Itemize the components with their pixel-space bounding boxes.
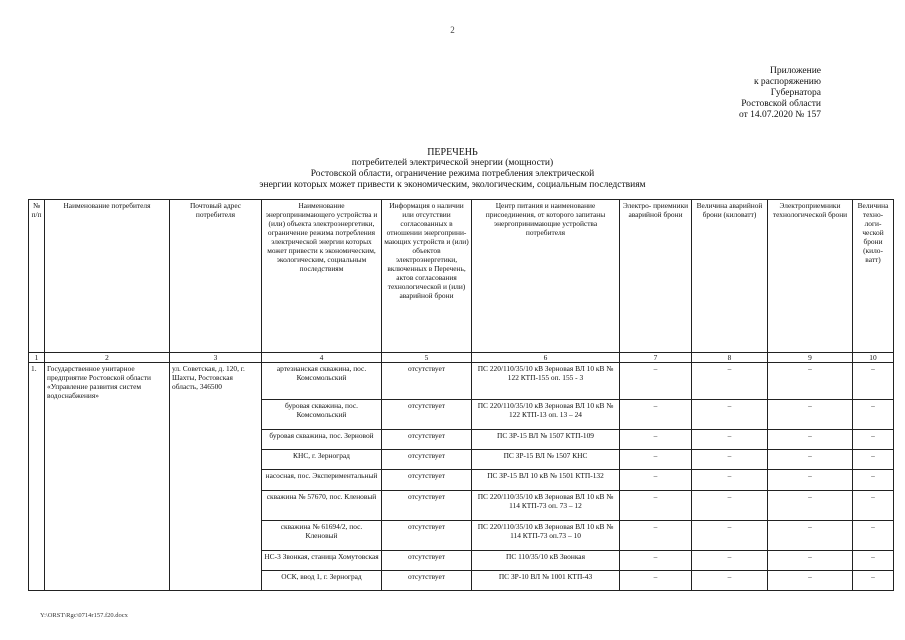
emergency-value: – <box>692 400 768 430</box>
emergency-value: – <box>692 363 768 400</box>
tech-receivers: – <box>768 450 853 470</box>
emergency-value: – <box>692 551 768 571</box>
device-name: скважина № 57670, пос. Кленовый <box>262 491 382 521</box>
emergency-receivers: – <box>620 491 692 521</box>
title-line: энергии которых может привести к экономическим, экологическим, социальным последствиям <box>259 180 646 190</box>
emergency-value: – <box>692 491 768 521</box>
tech-receivers: – <box>768 400 853 430</box>
appendix-line: Приложение <box>770 66 821 76</box>
emergency-receivers: – <box>620 450 692 470</box>
agreement-info: отсутствует <box>382 470 472 491</box>
col-header-device: Наименование энергопринимающего устройства и (или) объекта электроэнергетики, ограничение режима потребления электрической энергии которых может привести к экономическим, экологическим, социальным последствиям <box>262 200 382 353</box>
power-center: ПС 220/110/35/10 кВ Зерновая ВЛ 10 кВ № 122 КТП-13 оп. 13 – 24 <box>472 400 620 430</box>
power-center: ПС 220/110/35/10 кВ Зерновая ВЛ 10 кВ № 114 КТП-73 оп.73 – 10 <box>472 521 620 551</box>
device-name: буровая скважина, пос. Комсомольский <box>262 400 382 430</box>
col-header-address: Почтовый адрес потребителя <box>170 200 262 353</box>
power-center: ПС 220/110/35/10 кВ Зерновая ВЛ 10 кВ № 122 КТП-155 оп. 155 - 3 <box>472 363 620 400</box>
tech-receivers: – <box>768 571 853 591</box>
emergency-receivers: – <box>620 521 692 551</box>
emergency-value: – <box>692 450 768 470</box>
emergency-value: – <box>692 470 768 491</box>
column-number: 7 <box>620 353 692 363</box>
tech-receivers: – <box>768 521 853 551</box>
appendix-line: Губернатора <box>770 88 821 98</box>
agreement-info: отсутствует <box>382 551 472 571</box>
title-line: потребителей электрической энергии (мощности) <box>351 158 554 168</box>
appendix-line: от 14.07.2020 № 157 <box>739 110 821 120</box>
col-header-emergency-receivers: Электро- приемники аварийной брони <box>620 200 692 353</box>
page-number: 2 <box>450 25 455 35</box>
power-center: ПС 220/110/35/10 кВ Зерновая ВЛ 10 кВ № 114 КТП-73 оп. 73 – 12 <box>472 491 620 521</box>
tech-receivers: – <box>768 430 853 450</box>
column-number: 1 <box>29 353 45 363</box>
col-header-tech-receivers: Электроприемники технологической брони <box>768 200 853 353</box>
emergency-receivers: – <box>620 470 692 491</box>
agreement-info: отсутствует <box>382 363 472 400</box>
emergency-receivers: – <box>620 551 692 571</box>
entry-number: 1. <box>29 363 45 591</box>
tech-value: – <box>853 521 894 551</box>
tech-receivers: – <box>768 363 853 400</box>
device-name: буровая скважина, пос. Зерновой <box>262 430 382 450</box>
emergency-value: – <box>692 571 768 591</box>
tech-receivers: – <box>768 551 853 571</box>
column-number: 5 <box>382 353 472 363</box>
power-center: ПС ЗР-10 ВЛ № 1001 КТП-43 <box>472 571 620 591</box>
agreement-info: отсутствует <box>382 571 472 591</box>
device-name: скважина № 61694/2, пос. Кленовый <box>262 521 382 551</box>
col-header-info: Информация о наличии или отсутствии согласованных в отношении энергоприни- мающих устройств и (или) объектов электроэнергетики, включенных в Перечень, актов согласования технологической и (или) аварийной брони <box>382 200 472 353</box>
emergency-receivers: – <box>620 400 692 430</box>
appendix-block <box>739 66 821 121</box>
power-center: ПС 110/35/10 кВ Звонкая <box>472 551 620 571</box>
device-name: КНС, г. Зерноград <box>262 450 382 470</box>
appendix-line: Ростовской области <box>741 99 821 109</box>
device-name: артезианская скважина, пос. Комсомольский <box>262 363 382 400</box>
table-row <box>29 363 894 400</box>
column-number-row <box>29 353 894 363</box>
emergency-receivers: – <box>620 571 692 591</box>
consumer-name: Государственное унитарное предприятие Ростовской области «Управление развития систем водоснабжения» <box>45 363 170 591</box>
tech-value: – <box>853 450 894 470</box>
emergency-value: – <box>692 521 768 551</box>
col-header-center: Центр питания и наименование присоединения, от которого запитаны энергопринимающие устройства потребителя <box>472 200 620 353</box>
device-name: НС-3 Звонкая, станица Хомутовская <box>262 551 382 571</box>
power-center: ПС ЗР-15 ВЛ № 1507 КНС <box>472 450 620 470</box>
document-title <box>0 147 905 191</box>
agreement-info: отсутствует <box>382 430 472 450</box>
emergency-receivers: – <box>620 363 692 400</box>
tech-value: – <box>853 400 894 430</box>
title-line: Ростовской области, ограничение режима потребления электрической <box>310 169 595 179</box>
tech-value: – <box>853 491 894 521</box>
tech-receivers: – <box>768 470 853 491</box>
col-header-consumer: Наименование потребителя <box>45 200 170 353</box>
column-number: 2 <box>45 353 170 363</box>
appendix-line: к распоряжению <box>753 77 821 87</box>
tech-value: – <box>853 551 894 571</box>
column-number: 8 <box>692 353 768 363</box>
power-center: ПС ЗР-15 ВЛ 10 кВ № 1501 КТП-132 <box>472 470 620 491</box>
col-header-tech-value: Величина техно- логи- ческой брони (кило- ватт) <box>853 200 894 353</box>
col-header-num: № п/п <box>29 200 45 353</box>
emergency-receivers: – <box>620 430 692 450</box>
column-number: 6 <box>472 353 620 363</box>
consumer-address: ул. Советская, д. 120, г. Шахты, Ростовская область, 346500 <box>170 363 262 591</box>
column-number: 9 <box>768 353 853 363</box>
column-number: 3 <box>170 353 262 363</box>
column-number: 4 <box>262 353 382 363</box>
tech-value: – <box>853 571 894 591</box>
tech-receivers: – <box>768 491 853 521</box>
tech-value: – <box>853 363 894 400</box>
header-row <box>29 200 894 353</box>
device-name: ОСК, ввод 1, г. Зерноград <box>262 571 382 591</box>
agreement-info: отсутствует <box>382 491 472 521</box>
power-center: ПС ЗР-15 ВЛ № 1507 КТП-109 <box>472 430 620 450</box>
column-number: 10 <box>853 353 894 363</box>
col-header-emergency-value: Величина аварийной брони (киловатт) <box>692 200 768 353</box>
agreement-info: отсутствует <box>382 450 472 470</box>
emergency-value: – <box>692 430 768 450</box>
tech-value: – <box>853 470 894 491</box>
agreement-info: отсутствует <box>382 521 472 551</box>
title-heading: ПЕРЕЧЕНЬ <box>427 147 478 158</box>
file-path-footer: Y:\ORST\Rgc\0714r157.f20.docx <box>40 612 128 619</box>
tech-value: – <box>853 430 894 450</box>
consumers-table <box>28 199 894 591</box>
device-name: насосная, пос. Экспериментальный <box>262 470 382 491</box>
agreement-info: отсутствует <box>382 400 472 430</box>
